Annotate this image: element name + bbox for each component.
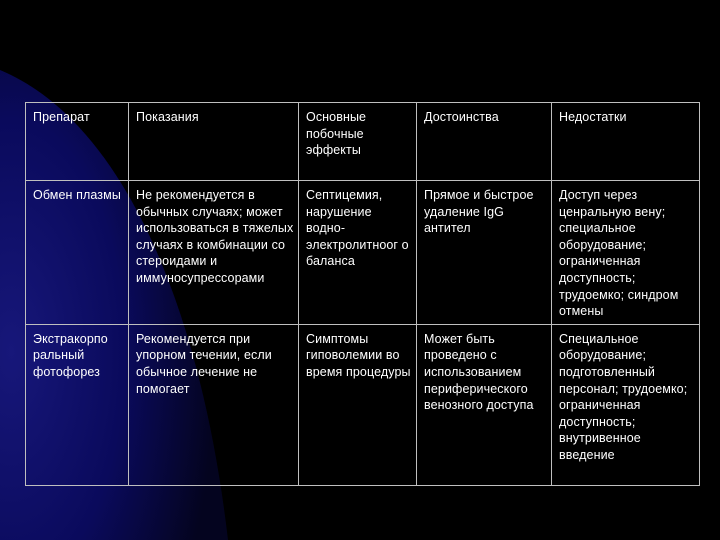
table-row	[26, 324, 700, 485]
table-cell: Рекомендуется при упорном течении, если обычное лечение не помогает	[129, 324, 299, 485]
header-cell-advantages: Достоинства	[417, 103, 552, 181]
table-row	[26, 181, 700, 325]
header-cell-drug: Препарат	[26, 103, 129, 181]
table-cell: Специальное оборудование; подготовленный персонал; трудоемко; ограниченная доступность; внутривенное введение	[552, 324, 700, 485]
table-cell: Может быть проведено с использованием периферического венозного доступа	[417, 324, 552, 485]
header-cell-indications: Показания	[129, 103, 299, 181]
comparison-table	[25, 102, 700, 486]
table-cell: Обмен плазмы	[26, 181, 129, 325]
table-cell: Доступ через ценральную вену; специальное оборудование; ограниченная доступность; трудоемко; синдром отмены	[552, 181, 700, 325]
comparison-table-container	[25, 102, 699, 484]
header-cell-disadvantages: Недостатки	[552, 103, 700, 181]
table-header-row	[26, 103, 700, 181]
table-cell: Не рекомендуется в обычных случаях; может использоваться в тяжелых случаях в комбинации со стероидами и иммуносупрессорами	[129, 181, 299, 325]
table-cell: Септицемия, нарушение водно-электролитноог о баланса	[299, 181, 417, 325]
header-cell-side-effects: Основные побочные эффекты	[299, 103, 417, 181]
table-cell: Симптомы гиповолемии во время процедуры	[299, 324, 417, 485]
table-cell: Прямое и быстрое удаление IgG антител	[417, 181, 552, 325]
table-cell: Экстракорпо ральный фотофорез	[26, 324, 129, 485]
